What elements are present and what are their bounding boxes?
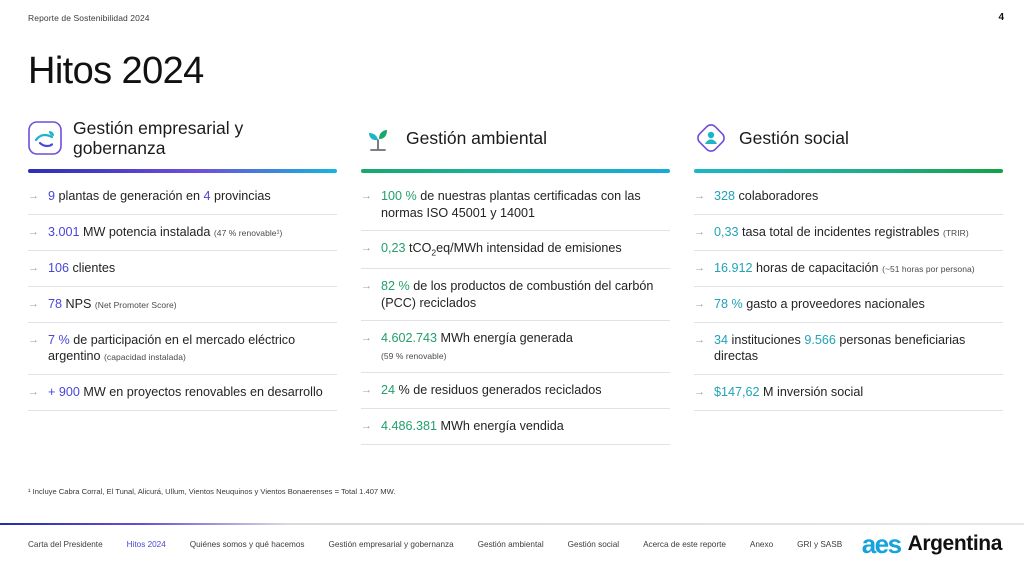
list-item xyxy=(361,373,670,409)
column-header xyxy=(361,115,670,161)
list-item xyxy=(361,321,670,373)
arrow-icon: → xyxy=(361,190,372,202)
arrow-icon: → xyxy=(28,261,39,274)
item-note: (capacidad instalada) xyxy=(104,352,186,363)
arrow-icon: → xyxy=(694,190,705,202)
item-number: 4.602.743 xyxy=(381,331,438,346)
item-text: M inversión social xyxy=(759,384,864,399)
arrow-icon: → xyxy=(28,297,39,310)
arrow-icon: → xyxy=(694,261,705,274)
arrow-icon: → xyxy=(361,384,372,397)
item-number: 0,23 xyxy=(381,241,406,256)
item-text: tCO$_2$eq/MWh intensidad de emisiones xyxy=(405,241,622,258)
list-item xyxy=(28,179,337,215)
plant-sprout-icon xyxy=(361,121,395,155)
list-item xyxy=(694,179,1003,215)
arrow-icon: → xyxy=(361,280,372,293)
arrow-icon: → xyxy=(694,297,705,310)
item-number: 4.486.381 xyxy=(381,419,438,434)
arrow-icon: → xyxy=(694,385,705,398)
list-item xyxy=(28,251,337,287)
arrow-icon: → xyxy=(28,225,39,238)
list-item xyxy=(28,215,337,251)
column-gestion-social xyxy=(694,115,1003,445)
footer-link-acerca[interactable]: Acerca de este reporte xyxy=(643,540,726,549)
footer-link-gri-sasb[interactable]: GRI y SASB xyxy=(797,540,843,549)
column-title: Gestión ambiental xyxy=(406,127,548,148)
item-note: (Net Promoter Score) xyxy=(94,299,177,310)
item-number: $147,62 xyxy=(714,384,760,399)
item-number: 0,33 xyxy=(714,224,739,239)
column-rule xyxy=(28,169,337,173)
item-text: plantas de generación en xyxy=(55,189,204,203)
item-number: 9 xyxy=(48,189,56,203)
footer-link-anexo[interactable]: Anexo xyxy=(749,540,774,549)
page-number: 4 xyxy=(998,12,1004,23)
brand-logo xyxy=(862,531,1002,557)
list-item xyxy=(361,269,670,321)
arrow-icon: → xyxy=(28,190,39,202)
page-title: Hitos 2024 xyxy=(28,50,204,92)
column-gestion-ambiental xyxy=(361,115,670,445)
item-number: 100 % xyxy=(381,189,417,203)
arrow-icon: → xyxy=(28,385,39,398)
item-text: MWh energía generada xyxy=(437,331,573,346)
item-number: 328 xyxy=(714,189,736,203)
column-items xyxy=(28,179,337,411)
item-note: (59 % renovable) xyxy=(381,350,447,361)
footer-divider xyxy=(0,523,1024,525)
item-text-2: provincias xyxy=(210,189,271,203)
item-text: de los productos de combustión del carbón (PCC) reciclados xyxy=(381,279,654,310)
list-item xyxy=(28,323,337,375)
arrow-icon: → xyxy=(361,332,372,345)
footer-link-gestion-ambiental[interactable]: Gestión ambiental xyxy=(477,540,544,549)
item-number: 34 xyxy=(714,332,729,347)
item-number: 106 xyxy=(48,260,70,275)
item-text: tasa total de incidentes registrables xyxy=(738,224,943,239)
footer-nav xyxy=(28,540,842,549)
item-number: 7 % xyxy=(48,332,70,347)
footer-link-carta[interactable]: Carta del Presidente xyxy=(28,540,103,549)
column-items xyxy=(694,179,1003,411)
item-text: NPS xyxy=(62,296,95,311)
arrow-icon: → xyxy=(28,333,39,346)
column-items xyxy=(361,179,670,445)
item-note: (TRIR) xyxy=(942,227,969,238)
report-label: Reporte de Sostenibilidad 2024 xyxy=(28,12,150,23)
item-text: horas de capacitación xyxy=(752,260,883,275)
list-item xyxy=(694,251,1003,287)
arrow-icon: → xyxy=(361,242,372,255)
column-title: Gestión empresarial y gobernanza xyxy=(73,117,244,158)
list-item xyxy=(694,375,1003,411)
item-number: 3.001 xyxy=(48,224,80,239)
item-number: 82 % xyxy=(381,279,410,294)
item-text: colaboradores xyxy=(735,189,819,203)
item-text: instituciones xyxy=(728,332,805,347)
list-item xyxy=(694,215,1003,251)
column-title: Gestión social xyxy=(739,127,849,148)
columns-container xyxy=(28,115,1003,445)
footer-link-hitos[interactable]: Hitos 2024 xyxy=(126,540,166,549)
arrow-icon: → xyxy=(694,225,705,238)
item-number: 16.912 xyxy=(714,260,753,275)
item-number-2: 9.566 xyxy=(804,332,836,347)
aes-logo-icon: aes xyxy=(861,529,901,559)
handshake-leaf-icon xyxy=(28,121,62,155)
footer-link-gestion-empresarial[interactable]: Gestión empresarial y gobernanza xyxy=(328,540,454,549)
column-rule xyxy=(361,169,670,173)
list-item xyxy=(28,375,337,411)
item-number: 78 xyxy=(48,296,63,311)
item-text: gasto a proveedores nacionales xyxy=(742,296,925,311)
footnote: ¹ Incluye Cabra Corral, El Tunal, Alicurá, Ullum, Vientos Neuquinos y Vientos Bonaerenses = Total 1.407 MW. xyxy=(28,487,396,496)
arrow-icon: → xyxy=(694,333,705,346)
item-number: 78 % xyxy=(714,296,743,311)
person-badge-icon xyxy=(694,121,728,155)
column-header xyxy=(28,115,337,161)
footer-link-quienes-somos[interactable]: Quiénes somos y qué hacemos xyxy=(189,540,305,549)
document-header xyxy=(28,12,1004,23)
item-text: MWh energía vendida xyxy=(437,419,564,434)
list-item xyxy=(694,323,1003,375)
footer-link-gestion-social[interactable]: Gestión social xyxy=(567,540,620,549)
item-text: MW en proyectos renovables en desarrollo xyxy=(79,384,323,399)
list-item xyxy=(694,287,1003,323)
column-gestion-empresarial xyxy=(28,115,337,445)
column-rule xyxy=(694,169,1003,173)
item-number: + 900 xyxy=(48,384,80,399)
item-number: 24 xyxy=(381,383,396,398)
item-note: (~51 horas por persona) xyxy=(882,263,975,274)
item-note: (47 % renovable¹) xyxy=(213,227,283,238)
list-item xyxy=(361,179,670,231)
item-text: clientes xyxy=(69,260,116,275)
item-text: MW potencia instalada xyxy=(79,224,214,239)
item-text: de participación en el mercado eléctrico argentino xyxy=(48,332,296,364)
column-header xyxy=(694,115,1003,161)
brand-name: Argentina xyxy=(907,532,1002,555)
item-text: de nuestras plantas certificadas con las normas ISO 45001 y 14001 xyxy=(381,189,641,220)
list-item xyxy=(361,231,670,269)
list-item xyxy=(361,409,670,445)
list-item xyxy=(28,287,337,323)
arrow-icon: → xyxy=(361,420,372,433)
item-text: % de residuos generados reciclados xyxy=(395,383,602,398)
item-text-2: personas beneficiarias directas xyxy=(714,332,966,364)
item-number-2: 4 xyxy=(203,189,211,203)
